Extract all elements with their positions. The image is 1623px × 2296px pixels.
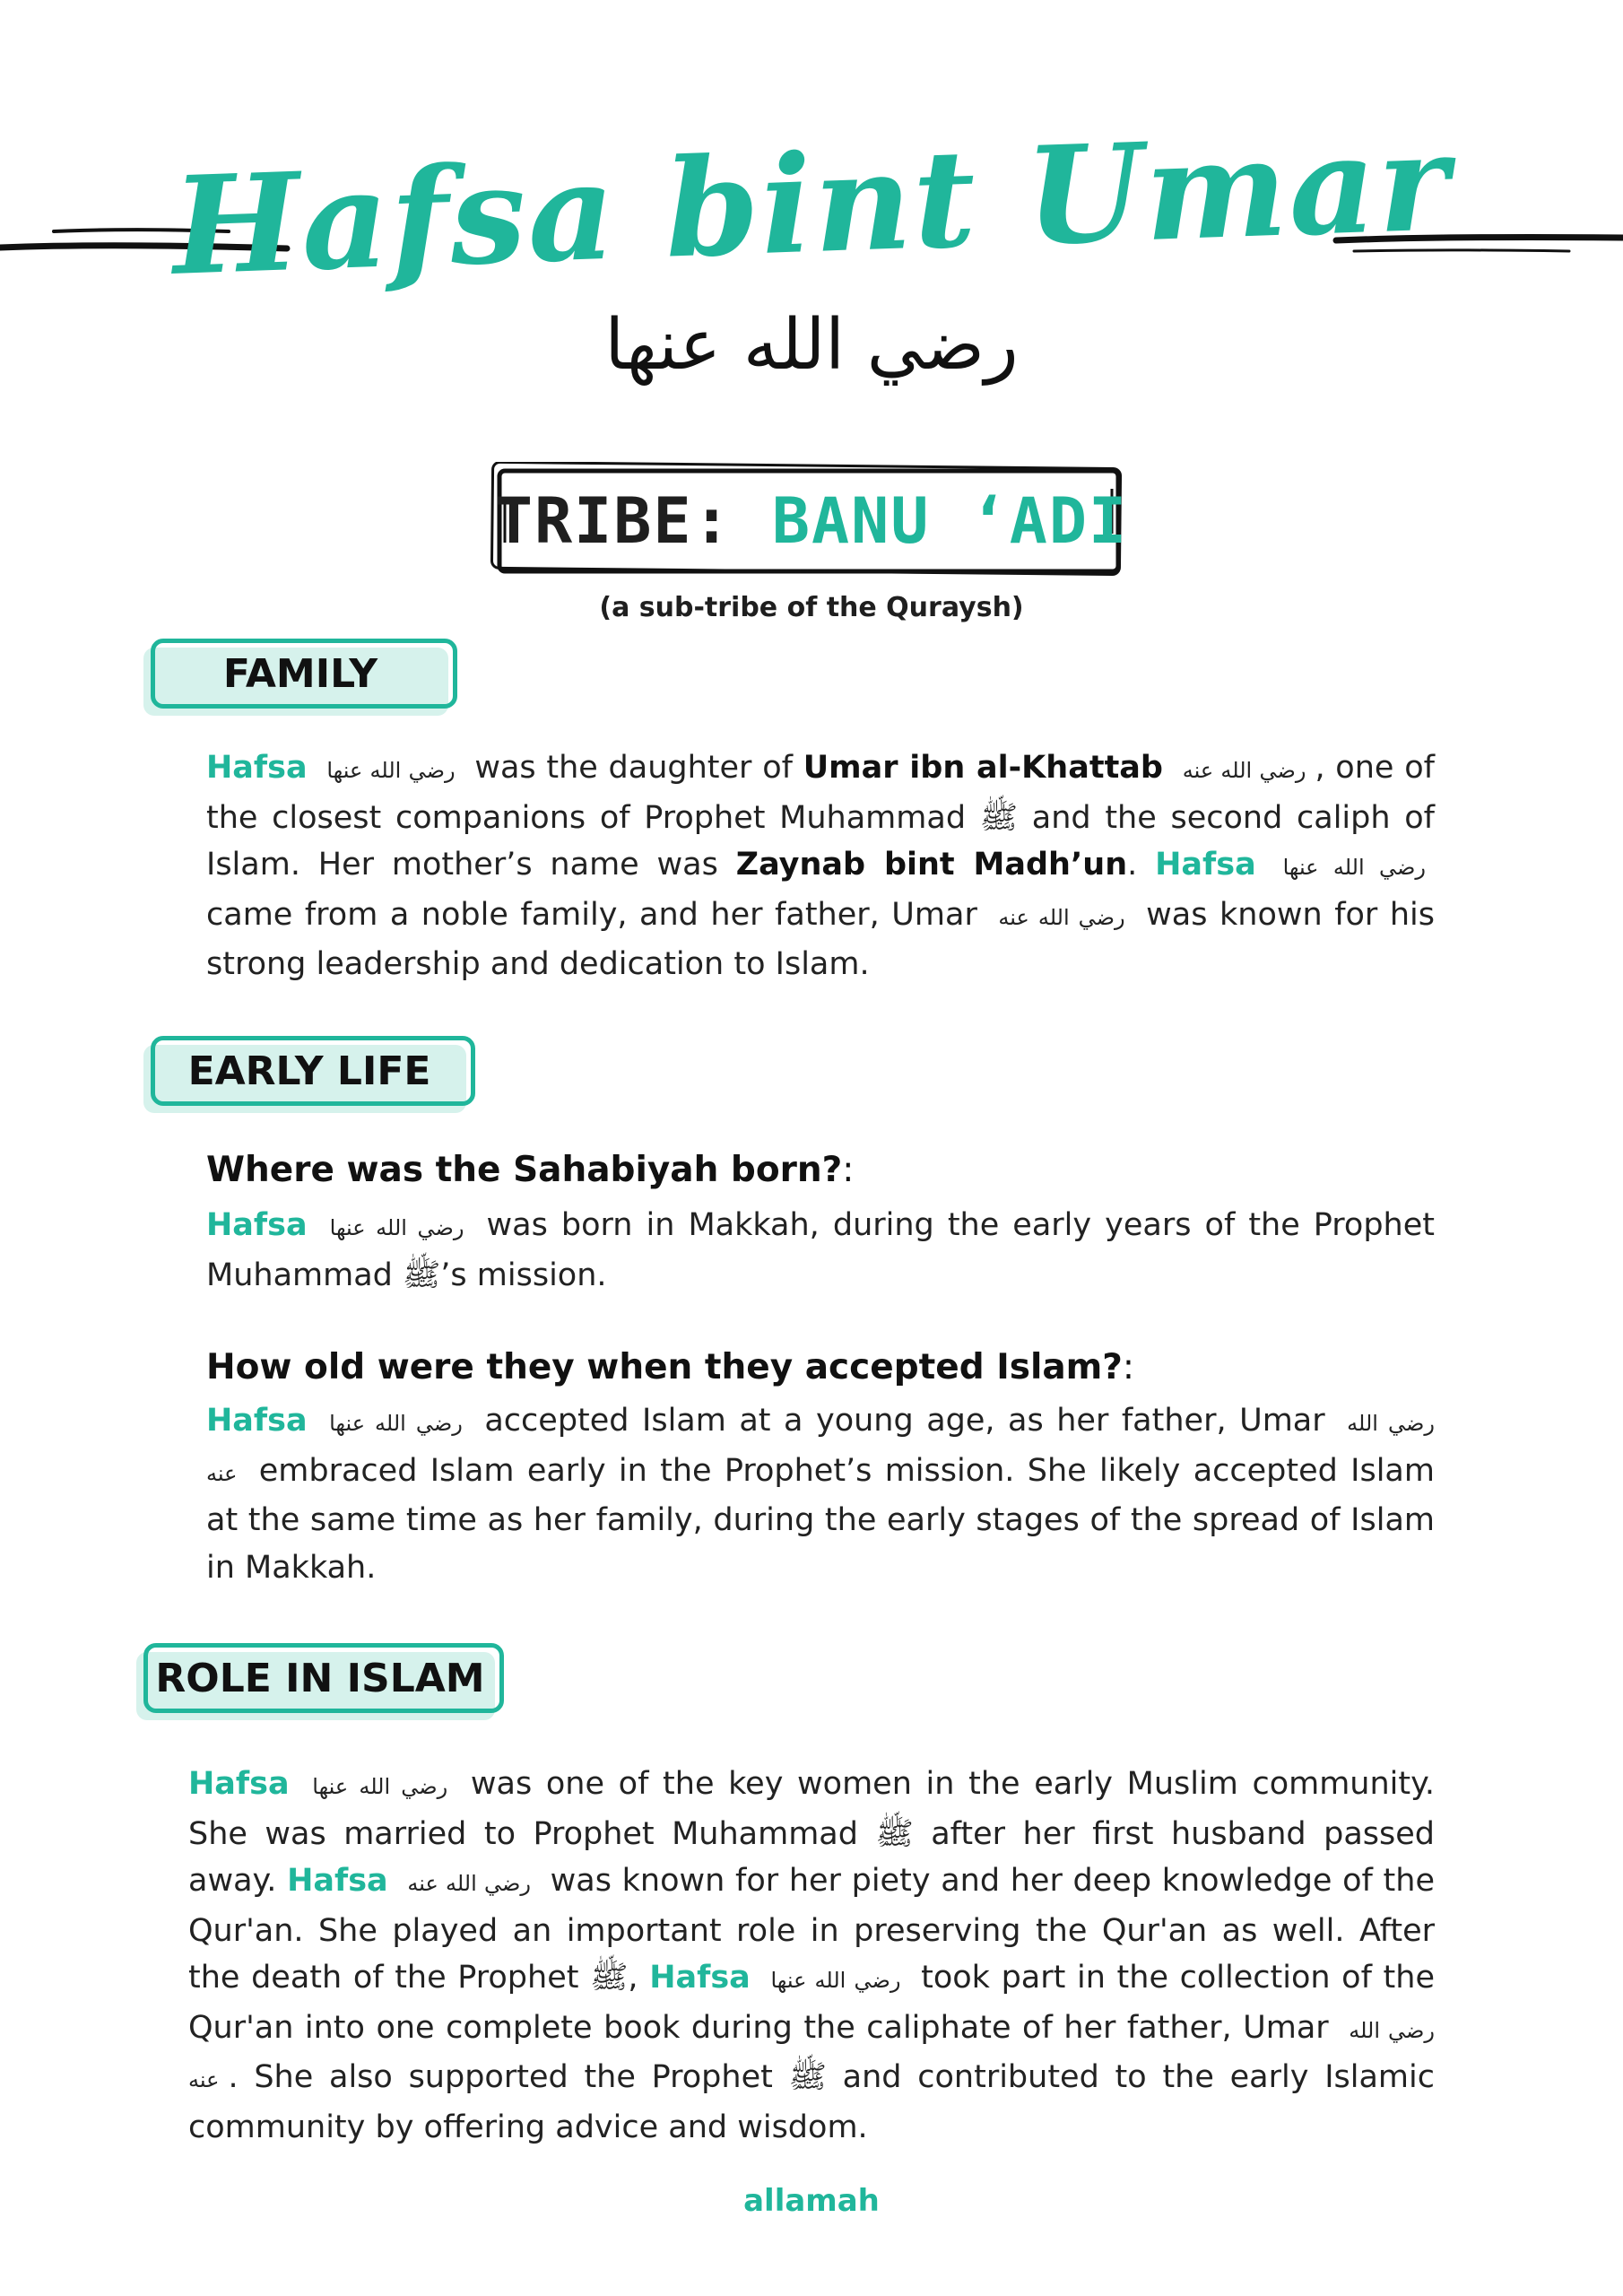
role-heading: ROLE IN ISLAM — [155, 1656, 485, 1701]
role-paragraph: Hafsa رضي الله عنها was one of the key women in the early Muslim community. She was married to Prophet Muhammad ﷺ after her first husband passed away. Hafsa رضي الله عنه was known for her piety and her deep knowledge of the Qur'an. She played an important role in preserving the Qur'an as well. After the death of the Prophet ﷺ, Hafsa رضي الله عنها took part in the collection of the Qur'an into one complete book during the caliphate of her father, Umar رضي الله عنه . She also supported the Prophet ﷺ and contributed to the early Islamic community by offering advice and wisdom. — [188, 1766, 1435, 2145]
answer-accepted-islam: Hafsa رضي الله عنها accepted Islam at a young age, as her father, Umar رضي الله عنه embraced Islam early in the Prophet’s mission. She likely accepted Islam at the same time as her family, during the early stages of the spread of Islam in Makkah. — [206, 1403, 1435, 1586]
family-heading-tag — [143, 639, 457, 716]
family-heading: FAMILY — [222, 651, 378, 697]
allamah-logo: allamah — [743, 2183, 880, 2219]
tribe-label: TRIBE: — [494, 484, 733, 558]
honorific-f: رضي الله عنها — [326, 758, 456, 783]
page-title: Hafsa bint Umar — [169, 103, 1454, 306]
early-life-heading-tag — [143, 1036, 475, 1113]
family-name: Hafsa — [206, 750, 308, 786]
family-name-2: Hafsa — [1155, 847, 1256, 883]
tribe-heading — [0, 484, 1623, 558]
question-accepted-islam: How old were they when they accepted Islam?: — [206, 1347, 1135, 1387]
mother-name: Zaynab bint Madh’un — [735, 847, 1128, 883]
early-life-heading: EARLY LIFE — [187, 1048, 431, 1094]
tribe-note: (a sub-tribe of the Quraysh) — [599, 592, 1024, 623]
question-birthplace: Where was the Sahabiyah born?: — [206, 1150, 855, 1190]
answer-birthplace: Hafsa رضي الله عنها was born in Makkah, during the early years of the Prophet Muhammad ﷺ’s mission. — [206, 1207, 1435, 1293]
pbuh-symbol: ﷺ — [979, 799, 1019, 836]
honorific-m: رضي الله عنه — [1182, 758, 1306, 783]
tribe-name: BANU ‘ADI — [771, 484, 1129, 558]
father-name: Umar ibn al-Khattab — [803, 750, 1163, 786]
family-paragraph: Hafsa رضي الله عنها was the daughter of Umar ibn al-Khattab رضي الله عنه , one of the closest companions of Prophet Muhammad ﷺ and the second caliph of Islam. Her mother’s name was Zaynab bint Madh’un. Hafsa رضي الله عنها came from a noble family, and her father, Umar رضي الله عنه was known for his strong leadership and dedication to Islam. — [206, 750, 1435, 982]
role-heading-tag — [136, 1643, 504, 1720]
arabic-honorific-title: رضي الله عنها — [604, 305, 1019, 386]
